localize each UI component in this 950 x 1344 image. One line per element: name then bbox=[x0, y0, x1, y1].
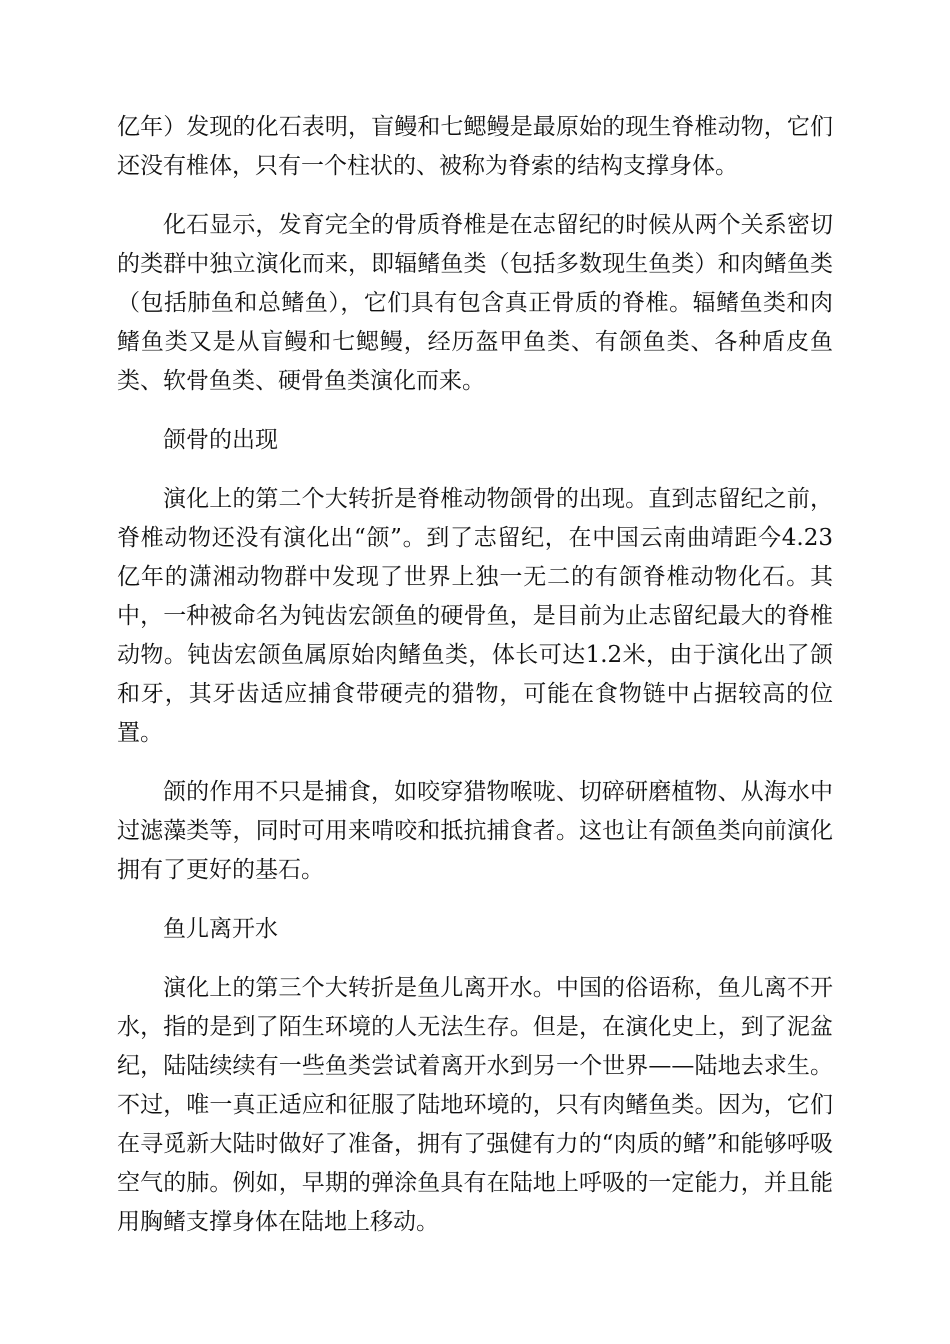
paragraph-leaving-water: 演化上的第三个大转折是鱼儿离开水。中国的俗语称，鱼儿离不开水，指的是到了陌生环境的人无法生存。但是，在演化史上，到了泥盆纪，陆陆续续有一些鱼类尝试着离开水到另一个世界——陆地去求生。不过，唯一真正适应和征服了陆地环境的，只有肉鳍鱼类。因为，它们在寻觅新大陆时做好了准备，拥有了强健有力的“肉质的鳍”和能够呼吸空气的肺。例如，早期的弹涂鱼具有在陆地上呼吸的一定能力，并且能用胸鳍支撑身体在陆地上移动。 bbox=[117, 975, 833, 1235]
section-heading-jaw: 颌骨的出现 bbox=[163, 427, 278, 453]
paragraph-bony-vertebrae: 化石显示，发育完全的骨质脊椎是在志留纪的时候从两个关系密切的类群中独立演化而来，即辐鳍鱼类（包括多数现生鱼类）和肉鳍鱼类（包括肺鱼和总鳍鱼），它们具有包含真正骨质的脊椎。辐鳍鱼类和肉鳍鱼类又是从盲鳗和七鳃鳗，经历盔甲鱼类、有颌鱼类、各种盾皮鱼类、软骨鱼类、硬骨鱼类演化而来。 bbox=[117, 212, 833, 394]
paragraph-jaw-origin: 演化上的第二个大转折是脊椎动物颌骨的出现。直到志留纪之前，脊椎动物还没有演化出“颌”。到了志留纪，在中国云南曲靖距今4.23亿年的潇湘动物群中发现了世界上独一无二的有颌脊椎动物化石。其中，一种被命名为钝齿宏颌鱼的硬骨鱼，是目前为止志留纪最大的脊椎动物。钝齿宏颌鱼属原始肉鳍鱼类，体长可达1.2米，由于演化出了颌和牙，其牙齿适应捕食带硬壳的猎物，可能在食物链中占据较高的位置。 bbox=[117, 486, 833, 746]
section-heading-leaving-water: 鱼儿离开水 bbox=[163, 916, 278, 942]
article-body bbox=[117, 108, 833, 1262]
paragraph-fossil-evidence: 亿年）发现的化石表明，盲鳗和七鳃鳗是最原始的现生脊椎动物，它们还没有椎体，只有一个柱状的、被称为脊索的结构支撑身体。 bbox=[117, 114, 833, 179]
paragraph-jaw-function: 颌的作用不只是捕食，如咬穿猎物喉咙、切碎研磨植物、从海水中过滤藻类等，同时可用来啃咬和抵抗捕食者。这也让有颌鱼类向前演化拥有了更好的基石。 bbox=[117, 779, 833, 883]
